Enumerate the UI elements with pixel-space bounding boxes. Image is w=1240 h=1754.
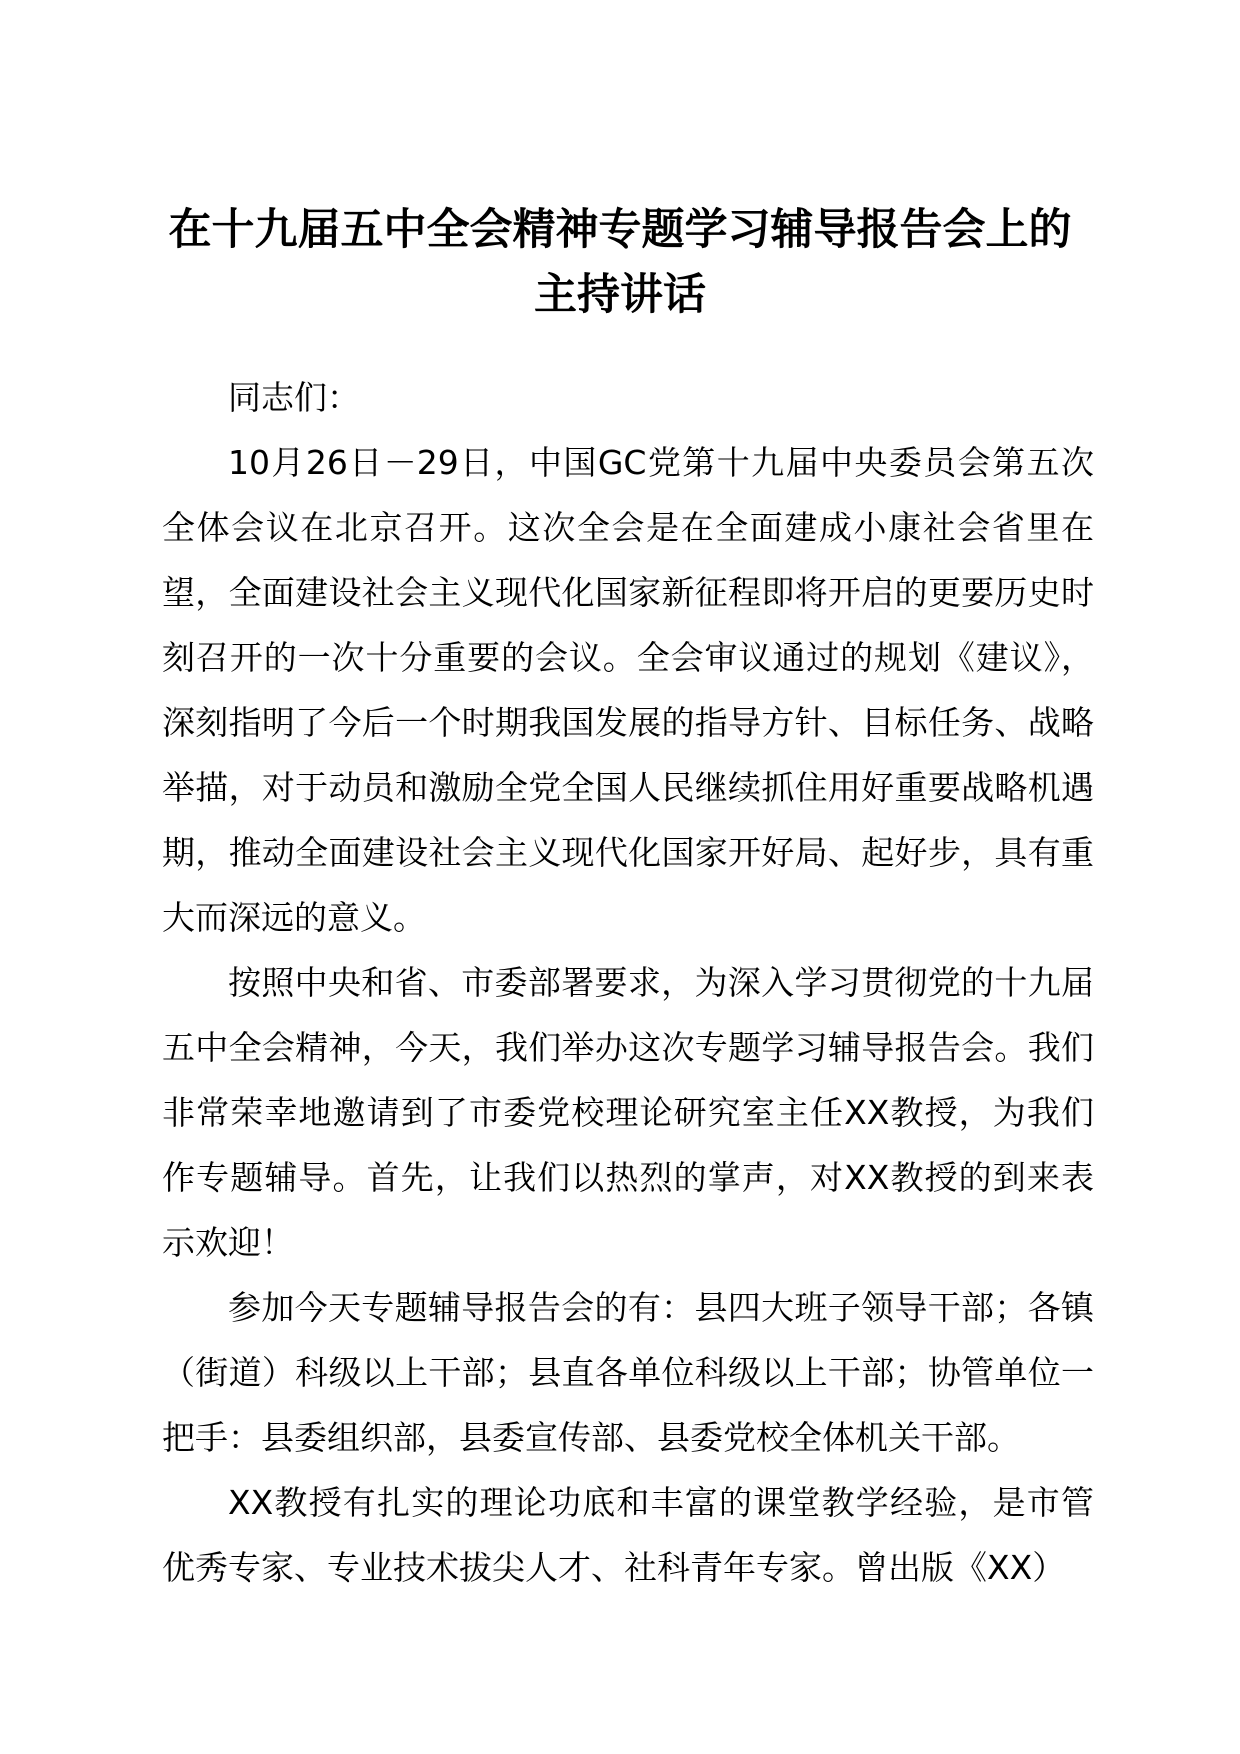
document-title: 在十九届五中全会精神专题学习辅导报告会上的主持讲话 bbox=[168, 205, 1072, 320]
paragraph-event-purpose: 按照中央和省、市委部署要求，为深入学习贯彻党的十九届五中全会精神，今天，我们举办这次专题学习辅导报告会。我们非常荣幸地邀请到了市委党校理论研究室主任XX教授，为我们作专题辅导。首先，让我们以热烈的掌声，对XX教授的到来表示欢迎！ bbox=[162, 963, 1094, 1262]
document-body bbox=[162, 365, 1094, 1600]
paragraph-attendees: 参加今天专题辅导报告会的有：县四大班子领导干部；各镇（街道）科级以上干部；县直各单位科级以上干部；协管单位一把手：县委组织部，县委宣传部、县委党校全体机关干部。 bbox=[162, 1288, 1094, 1457]
salutation: 同志们： bbox=[228, 378, 360, 417]
paragraph-meeting-background: 10月26日－29日，中国GC党第十九届中央委员会第五次全体会议在北京召开。这次全会是在全面建成小康社会省里在望，全面建设社会主义现代化国家新征程即将开启的更要历史时刻召开的一次十分重要的会议。全会审议通过的规划《建议》，深刻指明了今后一个时期我国发展的指导方针、目标任务、战略举描，对于动员和激励全党全国人民继续抓住用好重要战略机遇期，推动全面建设社会主义现代化国家开好局、起好步，具有重大而深远的意义。 bbox=[162, 443, 1094, 937]
paragraph-speaker-intro: XX教授有扎实的理论功底和丰富的课堂教学经验，是市管优秀专家、专业技术拔尖人才、社科青年专家。曾出版《XX） bbox=[162, 1483, 1094, 1587]
